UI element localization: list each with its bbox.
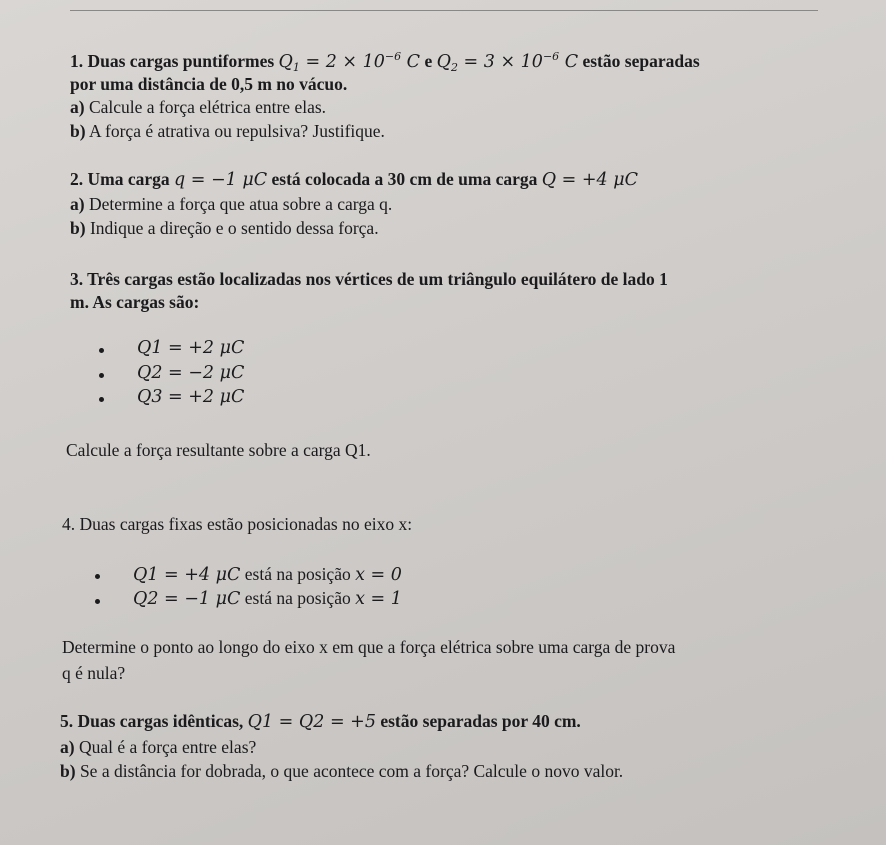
q4-charge-1: Q1 = +4 μC está na posição x = 0 <box>133 564 402 585</box>
q1-title-start: 1. Duas cargas puntiformes <box>70 51 275 71</box>
q1-charge1-expr: $Q_1 = 2 \times 10^{-6}$ C <box>278 50 421 74</box>
q3-charge-2: Q2 = −2 μC <box>137 363 245 383</box>
q5-item-b: b) Se a distância for dobrada, o que acontece com a força? Calcule o novo valor. <box>60 761 624 781</box>
q3-charge-3: Q3 = +2 μC <box>137 387 245 407</box>
q3-title-line2: m. As cargas são: <box>70 292 200 312</box>
top-rule <box>70 10 818 11</box>
q3-title-line1: 3. Três cargas estão localizadas nos vértices de um triângulo equilátero de lado 1 <box>70 269 668 289</box>
q5-item-a: a) Qual é a força entre elas? <box>60 737 257 757</box>
q1-conjunction: e <box>420 51 437 71</box>
q3-bullet-3 <box>99 397 104 402</box>
q4-bullet-2 <box>95 599 100 604</box>
q3-bullet-2 <box>99 373 104 378</box>
q1-title-line2: por uma distância de 0,5 m no vácuo. <box>70 74 348 94</box>
q4-bullet-1 <box>95 574 100 579</box>
q4-prompt-line2: q é nula? <box>62 663 126 683</box>
q1-item-b: b) A força é atrativa ou repulsiva? Justifique. <box>70 121 385 141</box>
q4-title: 4. Duas cargas fixas estão posicionadas no eixo x: <box>62 514 413 534</box>
q1-item-a: a) Calcule a força elétrica entre elas. <box>70 97 327 117</box>
q4-prompt-line1: Determine o ponto ao longo do eixo x em que a força elétrica sobre uma carga de prova <box>62 637 676 657</box>
q5-charges-expr: Q1 = Q2 = +5 <box>247 712 376 732</box>
q2-title: 2. Uma carga q = −1 μC está colocada a 30 cm de uma carga Q = +4 μC <box>70 169 639 190</box>
q2-charge-q-expr: q = −1 μC <box>174 170 268 190</box>
q4-charge-2: Q2 = −1 μC está na posição x = 1 <box>133 588 402 609</box>
q1-title-end: estão separadas <box>578 51 700 71</box>
q3-charge-1: Q1 = +2 μC <box>137 338 245 358</box>
q3-prompt: Calcule a força resultante sobre a carga Q1. <box>66 440 371 460</box>
q1-charge2-expr: $Q_2 = 3 \times 10^{-6}$ C <box>436 50 579 74</box>
q2-item-a: a) Determine a força que atua sobre a carga q. <box>70 194 393 214</box>
q5-title: 5. Duas cargas idênticas, Q1 = Q2 = +5 estão separadas por 40 cm. <box>60 711 581 732</box>
q1-title-line1 <box>70 50 700 73</box>
q3-bullet-1 <box>99 348 104 353</box>
q2-item-b: b) Indique a direção e o sentido dessa força. <box>70 218 379 238</box>
q2-charge-Q-expr: Q = +4 μC <box>541 170 639 190</box>
